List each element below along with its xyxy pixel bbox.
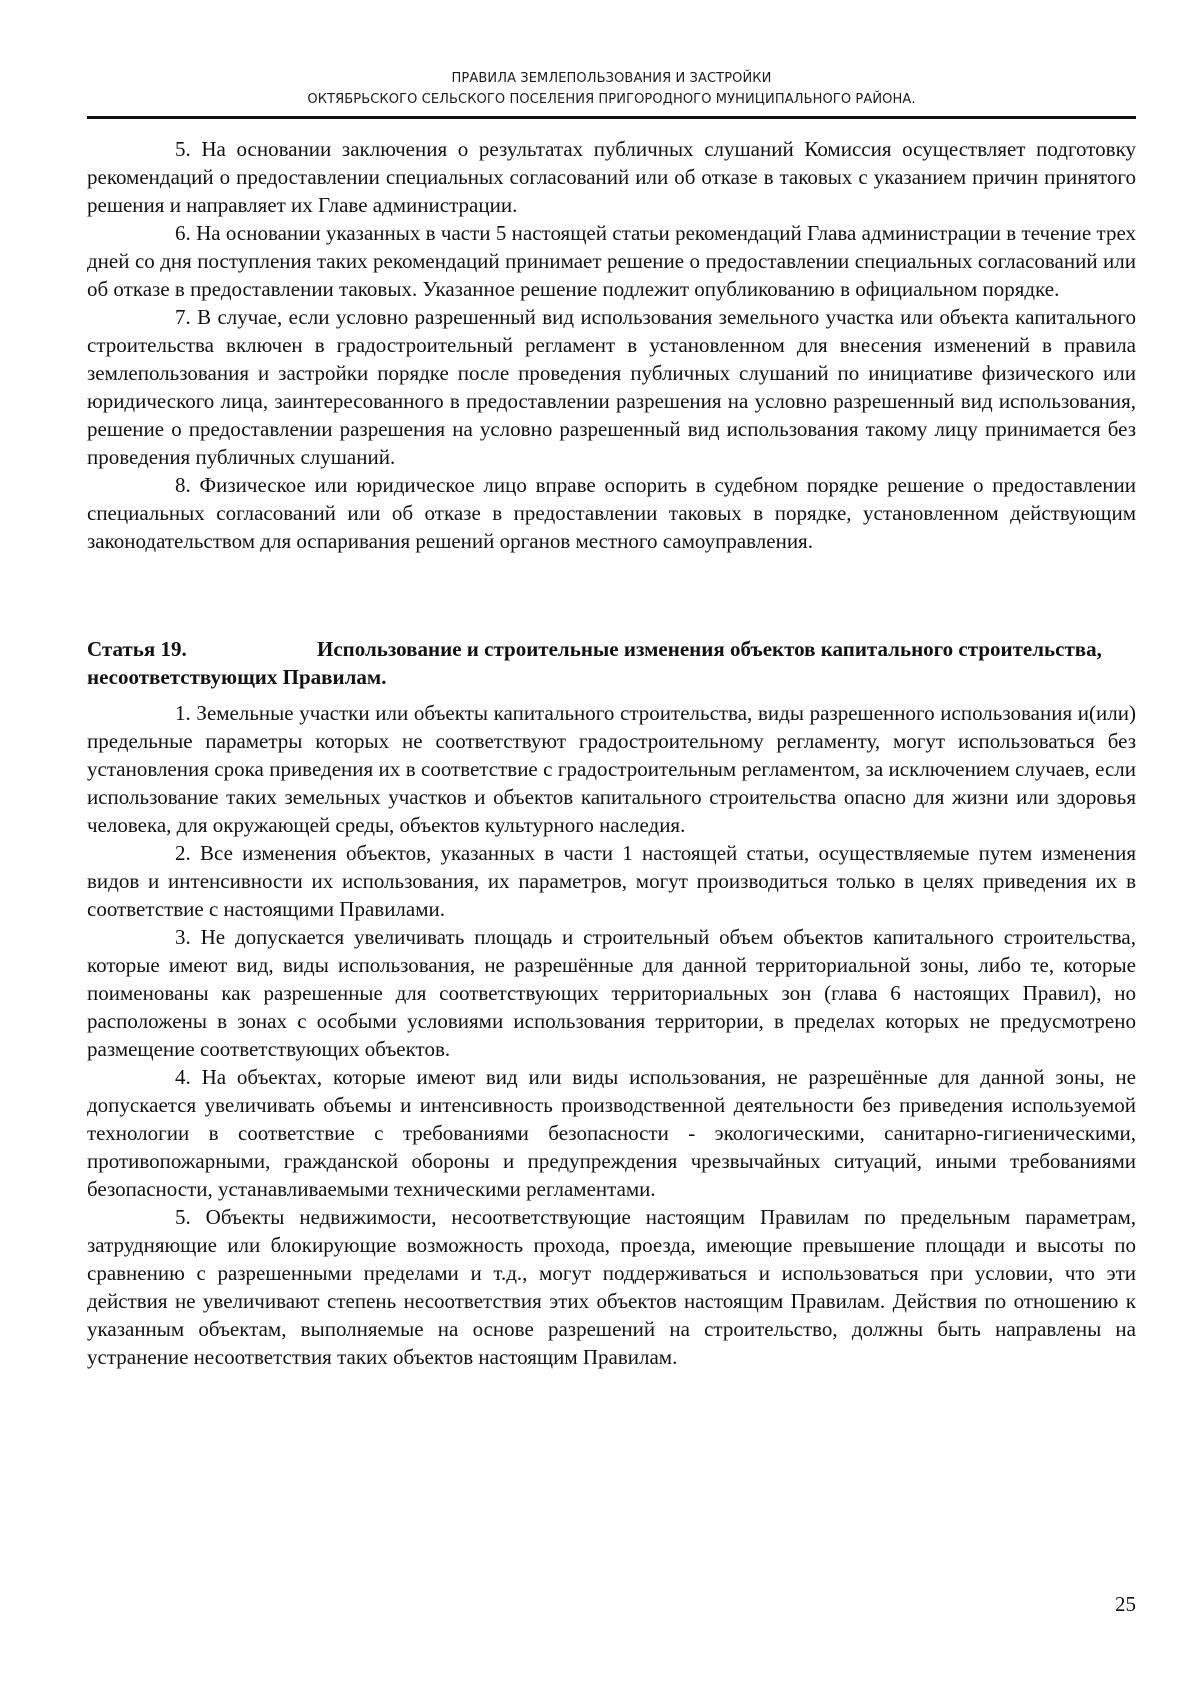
page-header [87,68,1136,110]
header-line-1: ПРАВИЛА ЗЕМЛЕПОЛЬЗОВАНИЯ И ЗАСТРОЙКИ [451,71,772,86]
page-number: 25 [1115,1592,1136,1616]
article-heading [87,635,1136,691]
paragraph: 6. На основании указанных в части 5 настоящей статьи рекомендаций Глава администрации в течение трех дней со дня поступления таких рекомендаций принимает решение о предоставлении специальных согласований или об отказе в предоставлении таковых. Указанное решение подлежит опубликованию в официальном порядке. [87,221,1136,301]
paragraph: 3. Не допускается увеличивать площадь и строительный объем объектов капитального строительства, которые имеют вид, виды использования, не разрешённые для данной территориальной зоны, либо те, которые поименованы как разрешенные для соответствующих территориальных зон (глава 6 настоящих Правил), но расположены в зонах с особыми условиями использования территории, в пределах которых не предусмотрено размещение соответствующих объектов. [87,925,1136,1061]
article-number: Статья 19. [87,637,187,661]
paragraph: 1. Земельные участки или объекты капитального строительства, виды разрешенного использования и(или) предельные параметры которых не соответствуют градостроительному регламенту, могут использоваться без установления срока приведения их в соответствие с градостроительным регламентом, за исключением случаев, если использование таких земельных участков и объектов капитального строительства опасно для жизни или здоровья человека, для окружающей среды, объектов культурного наследия. [87,701,1136,837]
header-line-2: ОКТЯБРЬСКОГО СЕЛЬСКОГО ПОСЕЛЕНИЯ ПРИГОРОДНОГО МУНИЦИПАЛЬНОГО РАЙОНА. [307,92,916,107]
paragraph: 5. На основании заключения о результатах публичных слушаний Комиссия осуществляет подготовку рекомендаций о предоставлении специальных согласований или об отказе в таковых с указанием причин принятого решения и направляет их Главе администрации. [87,137,1136,217]
header-divider [87,116,1136,119]
article-title: Использование и строительные изменения объектов капитального строительства, несоответствующих Правилам. [87,637,1102,689]
paragraph: 8. Физическое или юридическое лицо вправе оспорить в судебном порядке решение о предоставлении специальных согласований или об отказе в предоставлении таковых в порядке, установленном действующим законодательством для оспаривания решений органов местного самоуправления. [87,473,1136,553]
paragraph: 7. В случае, если условно разрешенный вид использования земельного участка или объекта капитального строительства включен в градостроительный регламент в установленном для внесения изменений в правила землепользования и застройки порядке после проведения публичных слушаний по инициативе физического или юридического лица, заинтересованного в предоставлении разрешения на условно разрешенный вид использования, решение о предоставлении разрешения на условно разрешенный вид использования такому лицу принимается без проведения публичных слушаний. [87,305,1136,469]
paragraph: 2. Все изменения объектов, указанных в части 1 настоящей статьи, осуществляемые путем изменения видов и интенсивности их использования, их параметров, могут производиться только в целях приведения их в соответствие с настоящими Правилами. [87,841,1136,921]
paragraph: 4. На объектах, которые имеют вид или виды использования, не разрешённые для данной зоны, не допускается увеличивать объемы и интенсивность производственной деятельности без приведения используемой технологии в соответствие с требованиями безопасности - экологическими, санитарно-гигиеническими, противопожарными, гражданской обороны и предупреждения чрезвычайных ситуаций, иными требованиями безопасности, устанавливаемыми техническими регламентами. [87,1065,1136,1201]
paragraph: 5. Объекты недвижимости, несоответствующие настоящим Правилам по предельным параметрам, затрудняющие или блокирующие возможность прохода, проезда, имеющие превышение площади и высоты по сравнению с разрешенными пределами и т.д., могут поддерживаться и использоваться при условии, что эти действия не увеличивают степень несоответствия этих объектов настоящим Правилам. Действия по отношению к указанным объектам, выполняемые на основе разрешений на строительство, должны быть направлены на устранение несоответствия таких объектов настоящим Правилам. [87,1205,1136,1369]
document-body [87,135,1136,1371]
